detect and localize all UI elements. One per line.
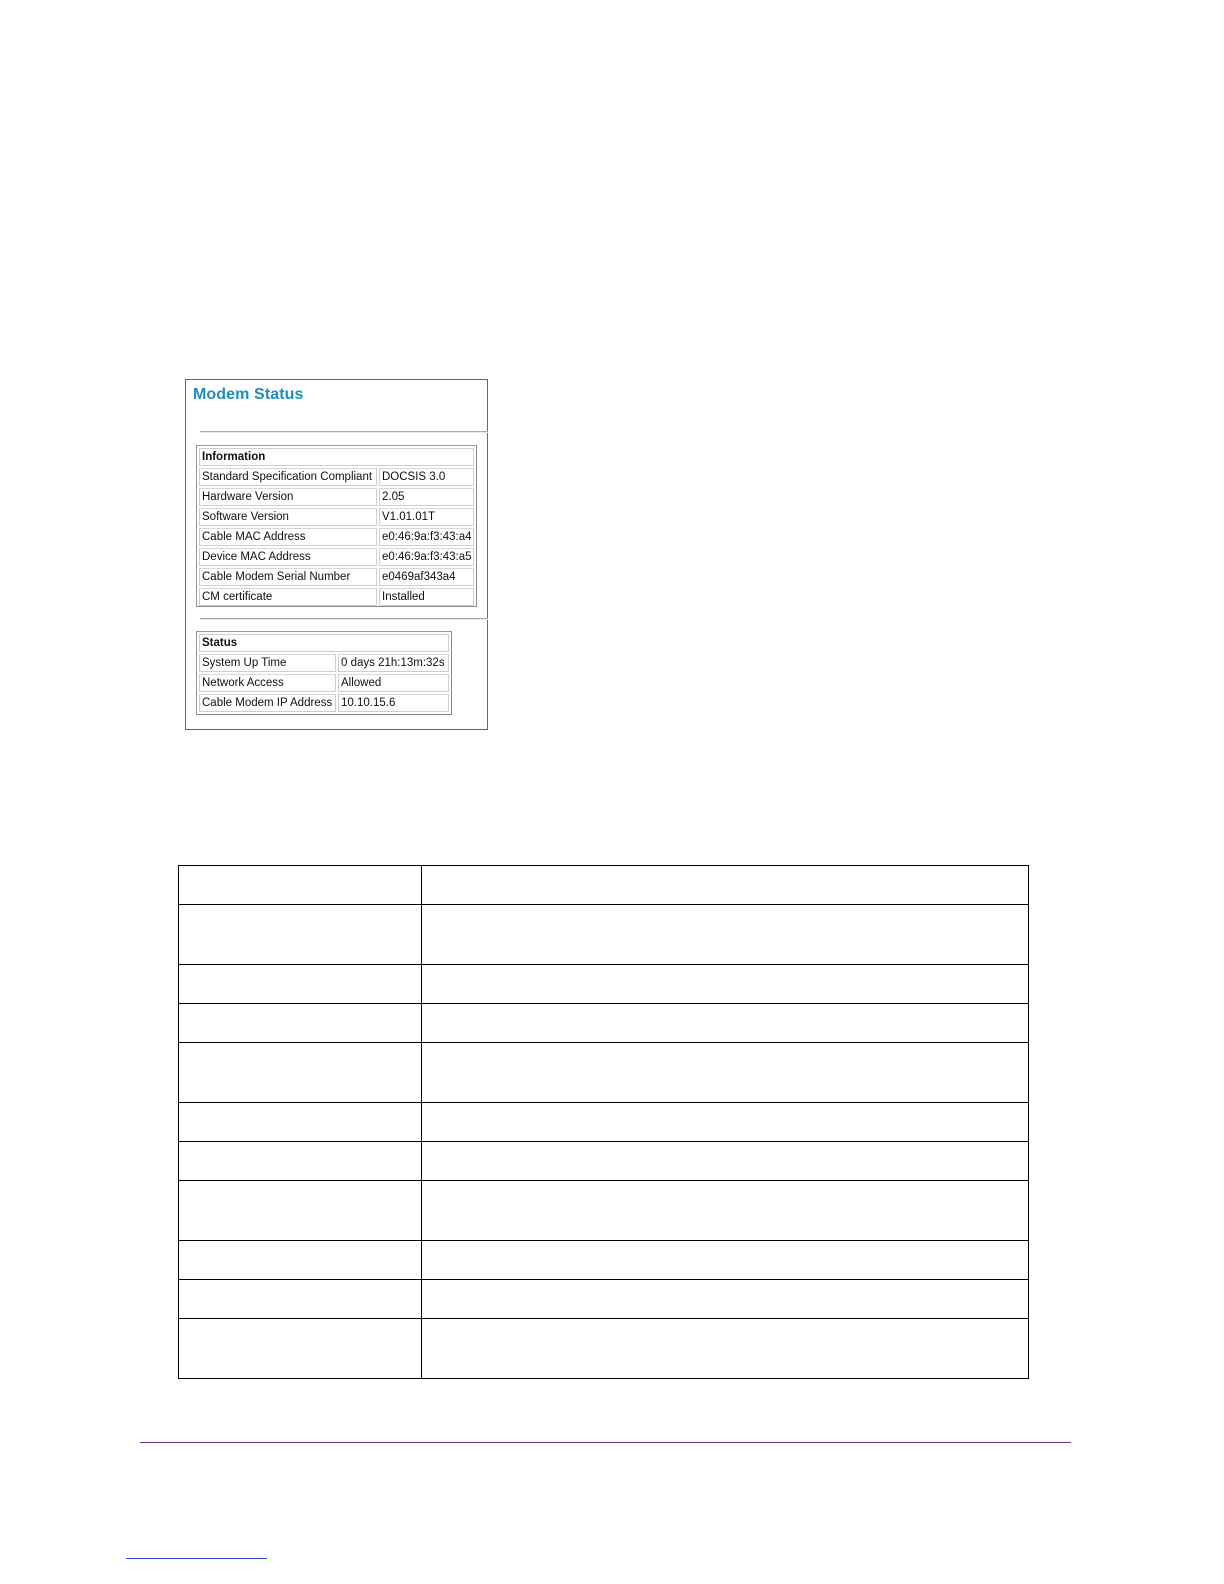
- status-table: [196, 631, 452, 715]
- table-row: [179, 1043, 1029, 1103]
- table-row: [198, 653, 450, 673]
- row-value: 2.05: [379, 488, 474, 506]
- divider: [200, 431, 488, 433]
- table-row: [198, 693, 450, 713]
- table-row: [198, 567, 475, 587]
- table-cell: [422, 1319, 1029, 1379]
- table-cell: [179, 965, 422, 1004]
- footer-divider: [140, 1442, 1071, 1443]
- information-table: [196, 445, 477, 607]
- table-row: [198, 547, 475, 567]
- table-cell: [179, 1004, 422, 1043]
- divider: [200, 618, 488, 620]
- row-label: Cable Modem IP Address: [199, 694, 336, 712]
- table-cell: [179, 1043, 422, 1103]
- row-label: CM certificate: [199, 588, 377, 606]
- table-cell: [422, 1181, 1029, 1241]
- table-cell: [422, 1241, 1029, 1280]
- table-cell: [422, 965, 1029, 1004]
- table-header-row: [198, 633, 450, 653]
- table-row: [179, 965, 1029, 1004]
- table-row: [179, 905, 1029, 965]
- table-cell: [179, 1103, 422, 1142]
- table-header-row: [198, 447, 475, 467]
- table-cell: [179, 905, 422, 965]
- row-label: Standard Specification Compliant: [199, 468, 377, 486]
- table-header-row: [179, 866, 1029, 905]
- table-cell: [179, 1319, 422, 1379]
- table-row: [179, 1103, 1029, 1142]
- modem-status-title: Modem Status: [193, 386, 304, 403]
- table-row: [179, 1181, 1029, 1241]
- table-row: [179, 1142, 1029, 1181]
- row-label: Hardware Version: [199, 488, 377, 506]
- table-cell: [179, 866, 422, 905]
- row-label: Network Access: [199, 674, 336, 692]
- table-cell: [422, 866, 1029, 905]
- table-row: [179, 1004, 1029, 1043]
- row-value: V1.01.01T: [379, 508, 474, 526]
- row-label: System Up Time: [199, 654, 336, 672]
- table-row: [198, 527, 475, 547]
- information-header: Information: [199, 448, 474, 466]
- row-value: Allowed: [338, 674, 449, 692]
- table-cell: [422, 1043, 1029, 1103]
- modem-status-screenshot: [185, 379, 488, 730]
- status-header: Status: [199, 634, 449, 652]
- table-row: [198, 587, 475, 607]
- table-cell: [179, 1280, 422, 1319]
- row-label: Cable Modem Serial Number: [199, 568, 377, 586]
- field-description-table: [178, 865, 1029, 1379]
- row-value: Installed: [379, 588, 474, 606]
- row-label: Software Version: [199, 508, 377, 526]
- table-cell: [422, 1103, 1029, 1142]
- row-label: Device MAC Address: [199, 548, 377, 566]
- table-cell: [179, 1181, 422, 1241]
- row-label: Cable MAC Address: [199, 528, 377, 546]
- footer-link-underline[interactable]: [126, 1558, 267, 1559]
- row-value: 10.10.15.6: [338, 694, 449, 712]
- table-row: [179, 1319, 1029, 1379]
- table-row: [198, 507, 475, 527]
- table-row: [198, 467, 475, 487]
- row-value: e0469af343a4: [379, 568, 474, 586]
- table-row: [198, 487, 475, 507]
- table-cell: [179, 1142, 422, 1181]
- table-row: [198, 673, 450, 693]
- table-cell: [179, 1241, 422, 1280]
- row-value: 0 days 21h:13m:32s: [338, 654, 449, 672]
- table-row: [179, 1241, 1029, 1280]
- row-value: DOCSIS 3.0: [379, 468, 474, 486]
- table-cell: [422, 1142, 1029, 1181]
- table-cell: [422, 905, 1029, 965]
- row-value: e0:46:9a:f3:43:a5: [379, 548, 474, 566]
- table-row: [179, 1280, 1029, 1319]
- table-cell: [422, 1280, 1029, 1319]
- table-cell: [422, 1004, 1029, 1043]
- row-value: e0:46:9a:f3:43:a4: [379, 528, 474, 546]
